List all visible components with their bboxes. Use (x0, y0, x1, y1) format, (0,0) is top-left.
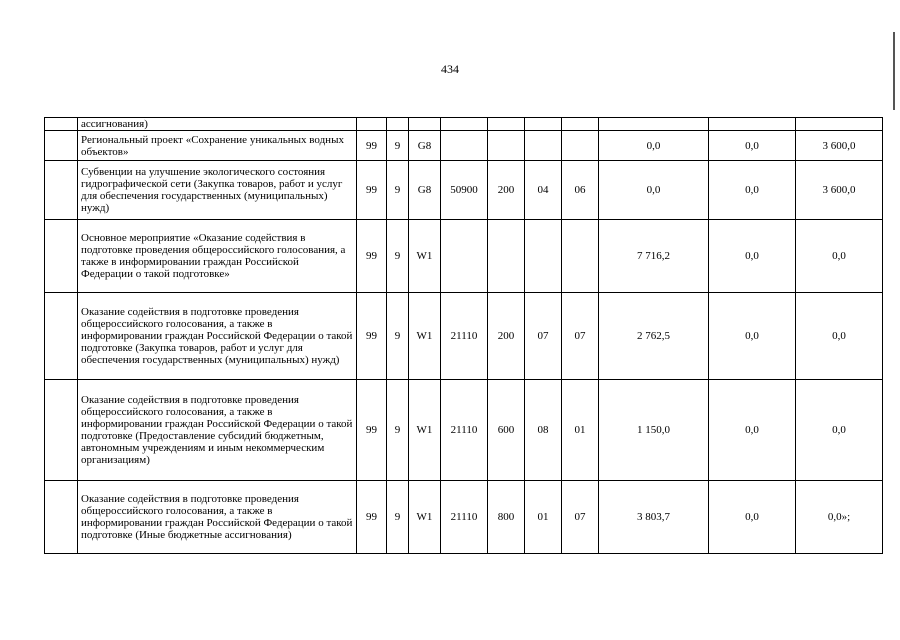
table-row (45, 481, 883, 554)
code-cell: W1 (409, 220, 441, 293)
amount-cell: 0,0»; (796, 481, 883, 554)
code-cell: W1 (409, 481, 441, 554)
code-cell (441, 131, 488, 161)
index-cell (45, 293, 78, 380)
code-cell: 9 (387, 481, 409, 554)
code-cell (562, 131, 599, 161)
page-edge-line (893, 32, 895, 110)
amount-cell: 0,0 (599, 161, 709, 220)
row-name: Оказание содействия в подготовке проведения общероссийского голосования, а также в информировании граждан Российской Федерации о такой подготовке (Предоставление субсидий бюджетным, автономным учреждениям и иным некоммерческим организациям) (78, 380, 357, 481)
code-cell (488, 131, 525, 161)
row-name: Субвенции на улучшение экологического состояния гидрографической сети (Закупка товаров, работ и услуг для обеспечения государственных (муниципальных) нужд) (78, 161, 357, 220)
table-row (45, 293, 883, 380)
amount-cell: 3 803,7 (599, 481, 709, 554)
code-cell: 9 (387, 131, 409, 161)
code-cell: 07 (562, 293, 599, 380)
code-cell (525, 118, 562, 131)
code-cell: 06 (562, 161, 599, 220)
code-cell: 99 (357, 293, 387, 380)
code-cell: 07 (562, 481, 599, 554)
index-cell (45, 118, 78, 131)
amount-cell: 0,0 (796, 293, 883, 380)
code-cell (357, 118, 387, 131)
table-row (45, 220, 883, 293)
code-cell: 9 (387, 161, 409, 220)
code-cell: 21110 (441, 481, 488, 554)
code-cell: 01 (525, 481, 562, 554)
code-cell: 9 (387, 380, 409, 481)
row-name: Оказание содействия в подготовке проведения общероссийского голосования, а также в информировании граждан Российской Федерации о такой подготовке (Закупка товаров, работ и услуг для обеспечения государственных (муниципальных) нужд) (78, 293, 357, 380)
amount-cell: 0,0 (709, 380, 796, 481)
code-cell (525, 220, 562, 293)
row-name: Основное мероприятие «Оказание содействия в подготовке проведения общероссийского голосования, а также в информировании граждан Российской Федерации о такой подготовке» (78, 220, 357, 293)
amount-cell (796, 118, 883, 131)
code-cell: 99 (357, 380, 387, 481)
code-cell: W1 (409, 293, 441, 380)
amount-cell: 0,0 (709, 161, 796, 220)
amount-cell: 2 762,5 (599, 293, 709, 380)
amount-cell: 0,0 (599, 131, 709, 161)
amount-cell: 0,0 (709, 131, 796, 161)
code-cell (562, 220, 599, 293)
code-cell: 99 (357, 131, 387, 161)
amount-cell (709, 118, 796, 131)
table-row (45, 118, 883, 131)
code-cell (488, 118, 525, 131)
amount-cell: 0,0 (709, 481, 796, 554)
code-cell: 07 (525, 293, 562, 380)
table-row (45, 131, 883, 161)
code-cell: 200 (488, 293, 525, 380)
index-cell (45, 161, 78, 220)
row-name: ассигнования) (78, 118, 357, 131)
code-cell: 04 (525, 161, 562, 220)
code-cell (441, 220, 488, 293)
table-row (45, 161, 883, 220)
amount-cell: 7 716,2 (599, 220, 709, 293)
page-number: 434 (441, 62, 459, 76)
index-cell (45, 220, 78, 293)
code-cell (387, 118, 409, 131)
amount-cell: 0,0 (796, 220, 883, 293)
code-cell: G8 (409, 161, 441, 220)
code-cell: 600 (488, 380, 525, 481)
code-cell: 08 (525, 380, 562, 481)
code-cell: 9 (387, 293, 409, 380)
code-cell (441, 118, 488, 131)
budget-table (44, 117, 883, 554)
index-cell (45, 131, 78, 161)
amount-cell: 0,0 (796, 380, 883, 481)
code-cell: 21110 (441, 293, 488, 380)
code-cell: 200 (488, 161, 525, 220)
code-cell (525, 131, 562, 161)
table-row (45, 380, 883, 481)
code-cell (562, 118, 599, 131)
index-cell (45, 481, 78, 554)
amount-cell: 0,0 (709, 220, 796, 293)
code-cell (409, 118, 441, 131)
amount-cell: 0,0 (709, 293, 796, 380)
amount-cell: 3 600,0 (796, 161, 883, 220)
code-cell: 99 (357, 481, 387, 554)
amount-cell: 1 150,0 (599, 380, 709, 481)
code-cell: 01 (562, 380, 599, 481)
code-cell: 21110 (441, 380, 488, 481)
code-cell: 9 (387, 220, 409, 293)
code-cell: W1 (409, 380, 441, 481)
code-cell: 50900 (441, 161, 488, 220)
row-name: Оказание содействия в подготовке проведения общероссийского голосования, а также в информировании граждан Российской Федерации о такой подготовке (Иные бюджетные ассигнования) (78, 481, 357, 554)
code-cell: 800 (488, 481, 525, 554)
index-cell (45, 380, 78, 481)
code-cell: 99 (357, 220, 387, 293)
row-name: Региональный проект «Сохранение уникальных водных объектов» (78, 131, 357, 161)
amount-cell (599, 118, 709, 131)
code-cell: 99 (357, 161, 387, 220)
code-cell: G8 (409, 131, 441, 161)
code-cell (488, 220, 525, 293)
amount-cell: 3 600,0 (796, 131, 883, 161)
